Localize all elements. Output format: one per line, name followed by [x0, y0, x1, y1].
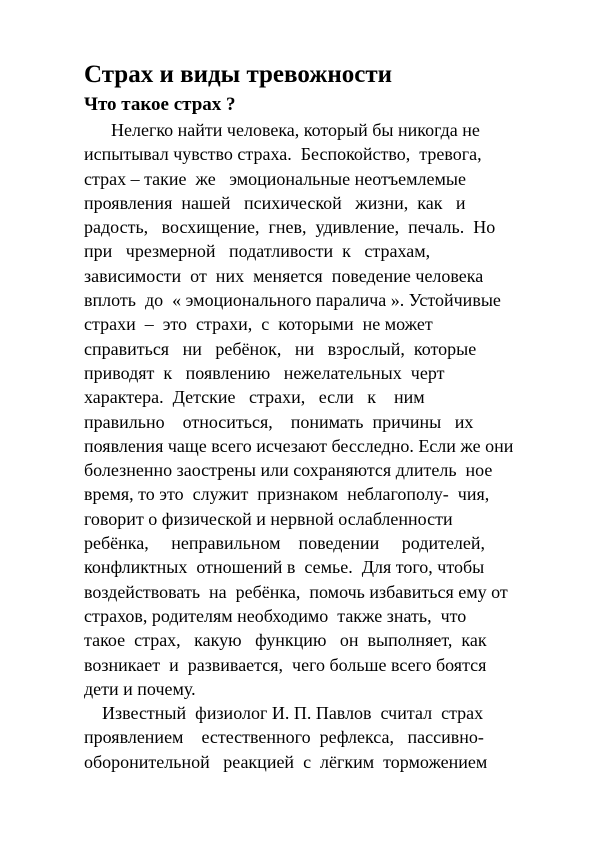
- document-title: Страх и виды тревожности: [84, 61, 393, 88]
- text-line: конфликтных отношений в семье. Для того, чтобы: [84, 557, 485, 578]
- text-line: проявлением естественного рефлекса, пассивно-: [84, 727, 484, 748]
- text-line: характера. Детские страхи, если к ним: [84, 387, 425, 408]
- section-heading: Что такое страх ?: [84, 94, 236, 115]
- text-line: болезненно заострены или сохраняются длитель ное: [84, 460, 493, 481]
- text-line: дети и почему.: [84, 678, 196, 699]
- text-line: говорит о физической и нервной ослабленности: [84, 508, 453, 529]
- text-line: зависимости от них меняется поведение человека: [84, 265, 484, 286]
- text-line: радость, восхищение, гнев, удивление, печаль. Но: [84, 217, 496, 238]
- text-line: приводят к появлению нежелательных черт: [84, 362, 445, 383]
- text-line: при чрезмерной податливости к страхам,: [84, 241, 431, 262]
- text-line: вплоть до « эмоционального паралича ». Устойчивые: [84, 290, 501, 311]
- body-text: [84, 118, 564, 774]
- text-line: воздействовать на ребёнка, помочь избавиться ему от: [84, 581, 508, 602]
- text-line: проявления нашей психической жизни, как и: [84, 192, 466, 213]
- text-line: правильно относиться, понимать причины их: [84, 411, 474, 432]
- text-line: время, то это служит признаком неблагополу- чия,: [84, 484, 490, 505]
- text-line: Нелегко найти человека, который бы никогда не: [84, 120, 480, 140]
- text-line: появления чаще всего исчезают бесследно. Если же они: [84, 435, 514, 456]
- text-line: ребёнка, неправильном поведении родителей,: [84, 533, 486, 554]
- text-line: страхов, родителям необходимо также знать, что: [84, 605, 467, 626]
- text-line: страхи – это страхи, с которыми не может: [84, 314, 433, 335]
- text-line: возникает и развивается, чего больше всего боятся: [84, 654, 487, 675]
- text-line: такое страх, какую функцию он выполняет, как: [84, 630, 487, 651]
- text-line: оборонительной реакцией с лёгким торможением: [84, 751, 488, 772]
- text-line: испытывал чувство страха. Беспокойство, тревога,: [84, 144, 482, 165]
- text-line: страх – такие же эмоциональные неотъемлемые: [84, 168, 466, 189]
- text-line: Известный физиолог И. П. Павлов считал страх: [84, 703, 484, 724]
- text-line: справиться ни ребёнок, ни взрослый, которые: [84, 338, 477, 359]
